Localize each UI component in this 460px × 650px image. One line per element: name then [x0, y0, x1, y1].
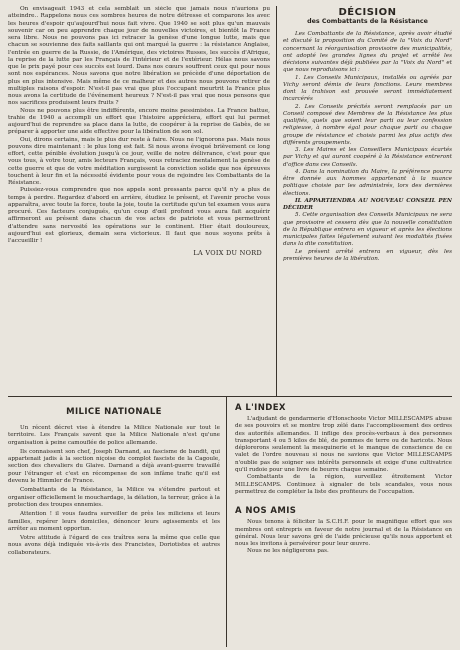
decision-item: 1. Les Conseils Municipaux, installés ou agréés par Vichy seront démis de leurs fonctions. Leurs membres dont la trahison est prouvée seront immédiatement incarcérés	[283, 74, 452, 103]
milice-paragraph: Attention ! il vous faudra surveiller de près les miliciens et leurs familles, repérer leurs domiciles, dénoncer leurs agissements et les arrêter au moment opportun.	[8, 511, 220, 532]
bottom-section	[8, 397, 452, 647]
editorial-article	[8, 6, 276, 396]
milice-paragraph: Votre attitude à l'égard de ces traîtres sera la même que celle que nous avons déjà indiquée vis-à-vis des Francistes, Doriotistes et autres collaborateurs.	[8, 535, 220, 556]
editorial-signature: LA VOIX DU NORD	[193, 249, 262, 258]
index-paragraph: L'adjudant de gendarmerie d'Honschoote Victor MILLESCAMPS abuse de ses pouvoirs et se montre trop zélé dans l'accomplissement des ordres des autorités allemandes. Il inflige des procès-verbaux à des personnes transportant 4 ou 5 kilos de blé, de pommes de terre ou de haricots. Nous déplorerons seulement la mesquinerie et le manque de conscience de ce valet de l'ordre nouveau si nous ne savions que Victor MILLESCAMPS n'oublie pas de soigner ses intérêts personnels et exige d'une cultivatrice qu'il rudoie pour une livre de beurre chaque semaine.	[235, 416, 452, 474]
decision-column	[276, 6, 452, 396]
decision-intro: Les Combattants de la Résistance, après avoir étudié et discuté la proposition du Comité de la "Voix du Nord" concernant la réorganisation provisoire des municipalités, ont adopté les grandes lignes du projet et arrêté les décisions suivantes déjà publiées par la "Voix du Nord" et que nous reproduisons ici :	[283, 31, 452, 74]
milice-title: MILICE NATIONALE	[66, 407, 162, 417]
decision-title: DÉCISION	[338, 7, 397, 18]
amis-paragraph: Nous tenons à féliciter la S.C.H.F. pour le magnifique effort que ses membres ont entrepris en faveur de notre journal et de la Résistance en général. Nous leur savons gré de l'aide précieuse qu'ils nous apportent et nous les invitons à persévérer pour leur œuvre.	[235, 519, 452, 548]
decision-closing: Le présent arrêté entrera en vigueur, dès les premières heures de la libération.	[283, 248, 452, 262]
amis-title: A NOS AMIS	[235, 506, 297, 517]
decision-item: 3. Les Maires et les Conseillers Municipaux écartés par Vichy et qui auront coopéré à la Résistance entreront d'office dans ces Conseils.	[283, 147, 452, 168]
amis-paragraph: Nous ne les négligerons pas.	[247, 548, 329, 555]
right-bottom-column	[226, 397, 452, 647]
decision-subtitle: des Combattants de la Résistance	[307, 18, 428, 25]
decision-emphasis: IL APPARTIENDRA AU NOUVEAU CONSEIL PEN DÉCIDER	[283, 197, 452, 211]
editorial-paragraph: Oui, dirons certains, mais le plus dur reste à faire. Nous ne l'ignorons pas. Mais nous pouvons dire maintenant : le plus long est fait. Si nous avons évoqué brièvement ce long effort, cette pénible évolution jusqu'à ce jour, veille de notre délivrance, c'est pour que vous tous, à votre tour, amis lecteurs Français, vous retraciez mentalement la genèse de cette guerre et que de votre méditation surgissent la conviction solide que nos épreuves touchent à leur fin et la nécessité évidente pour vous de rejoindre les Combattants de la Résistance.	[8, 136, 270, 186]
milice-paragraph: Combattants de la Résistance, la Milice va s'étendre partout et organiser officiellement le mouchardage, la délation, la terreur, grâce à la protection des troupes ennemies.	[8, 487, 220, 508]
index-title: A L'INDEX	[235, 403, 286, 413]
decision-item: 2. Les Conseils précités seront remplacés par un Conseil composé des Membres de la Résistance les plus qualifiés, quels que soient leur parti ou leur confession religieuse, à nombre égal pour chaque parti ou chaque groupe de résistance et choisis parmi les plus actifs des différents groupements.	[283, 103, 452, 146]
editorial-paragraph: Puissiez-vous comprendre que nos appels sont pressants parce qu'il n'y a plus de temps à perdre. Regardez d'abord en arrière, étudiez le présent, et l'avenir proche vous apparaîtra, avec toute la force, toute la joie, toute la certitude qu'un tel examen vous aura procuré. Ces facteurs conjugués, qu'un coup d'œil profond vous aura fait acquérir affirmeront au présent dans chacun de vos actes de patriote et vous permettront d'attendre sans nervosité les opérations sur le continent. Hier était douloureux, aujourd'hui est glorieux, demain sera victorieux. Il faut que nous soyons prêts à l'accueillir !	[8, 187, 270, 244]
decision-item: 5. Cette organisation des Conseils Municipaux ne sera que provisoire et cessera dès que la nouvelle constitution de la République entrera en vigueur et après les élections municipales faites légalement suivant les modalités fixées dans la dite constitution.	[283, 212, 452, 248]
editorial-paragraph: On envisageait 1943 et cela semblait un siècle que jamais nous n'aurions pu atteindre.. Rappelons nous ces sombres heures de notre détresse et comparons les avec les heures d'espoir qu'aujourd'hui nous fait vivre. Que 1940 se soit plus qu'un mauvais souvenir car on peu apprendre chaque jour de nouvelles victoires, et bientôt la France sera libre. Nous ne pouvons pas ici retracer la genèse d'une longue lutte, mais que chacun se souvienne des faits saillants qui ont marqué la guerre : la résistance Anglaise, l'entrée en guerre de la Russie, de l'Amérique, des victoires Russes, les succès d'Afrique, la reprise de la lutte par les Français de l'intérieur et de l'extérieur. Hélas nous savons que le prix payé pour ces succès est lourd. Dans nos cœurs souffrent ceux qui pour nous sont nos espérances. Nous savons que notre libération se précède d'une déportation de plus en plus intensive. Mais même de ce malheur et des autres nous pouvons retirer de multiples raisons d'espoir. N'est-il pas vrai que plus l'occupant meurtrit la France plus nous avons la certitude de l'événement heureux ? N'est-il pas vrai que nous pensons que nos sacrifices produisent leurs fruits ?	[8, 6, 270, 107]
index-paragraph: Combattants de la région, surveillez étroitement Victor MILLESCAMPS. Continuez à signaler de tels scandales, vous nous permettrez de compléter la liste des profiteurs de l'occupation.	[235, 474, 452, 495]
editorial-paragraph: Nous ne pouvons plus être indifférents, encore moins pessimistes. La France battue, trahie de 1940 a accompli un effort que l'histoire appréciera, effort qui lui permet aujourd'hui de reprendre sa place dans la lutte, de coopérer à la reprise de Gabès, de se préparer à apporter une aide effective pour la libération de son sol.	[8, 107, 270, 136]
milice-article	[8, 397, 226, 647]
decision-item: 4. Dans la nomination du Maire, la préférence pourra être donnée aux hommes appartenant à la nuance politique choisie par les administrés, lors des dernières élections.	[283, 168, 452, 197]
top-section	[8, 6, 452, 397]
milice-paragraph: Ils connaissent son chef, Joseph Darnand, au fascisme de bandit, qui appartenait jadis à la section niçoise du complot fasciste de la Cagoule, section des chevaliers du Glaive. Darnand a déjà avant-guerre travaillé pour l'étranger et c'est en récompense de son infâme trafic qu'il est devenu le Himmler de France.	[8, 448, 220, 485]
milice-paragraph: Un récent décret vise à étendre la Milice Nationale sur tout le territoire. Les Français savent que la Milice Nationale n'est qu'une organisation à peine camouflée de police allemande.	[8, 425, 220, 446]
